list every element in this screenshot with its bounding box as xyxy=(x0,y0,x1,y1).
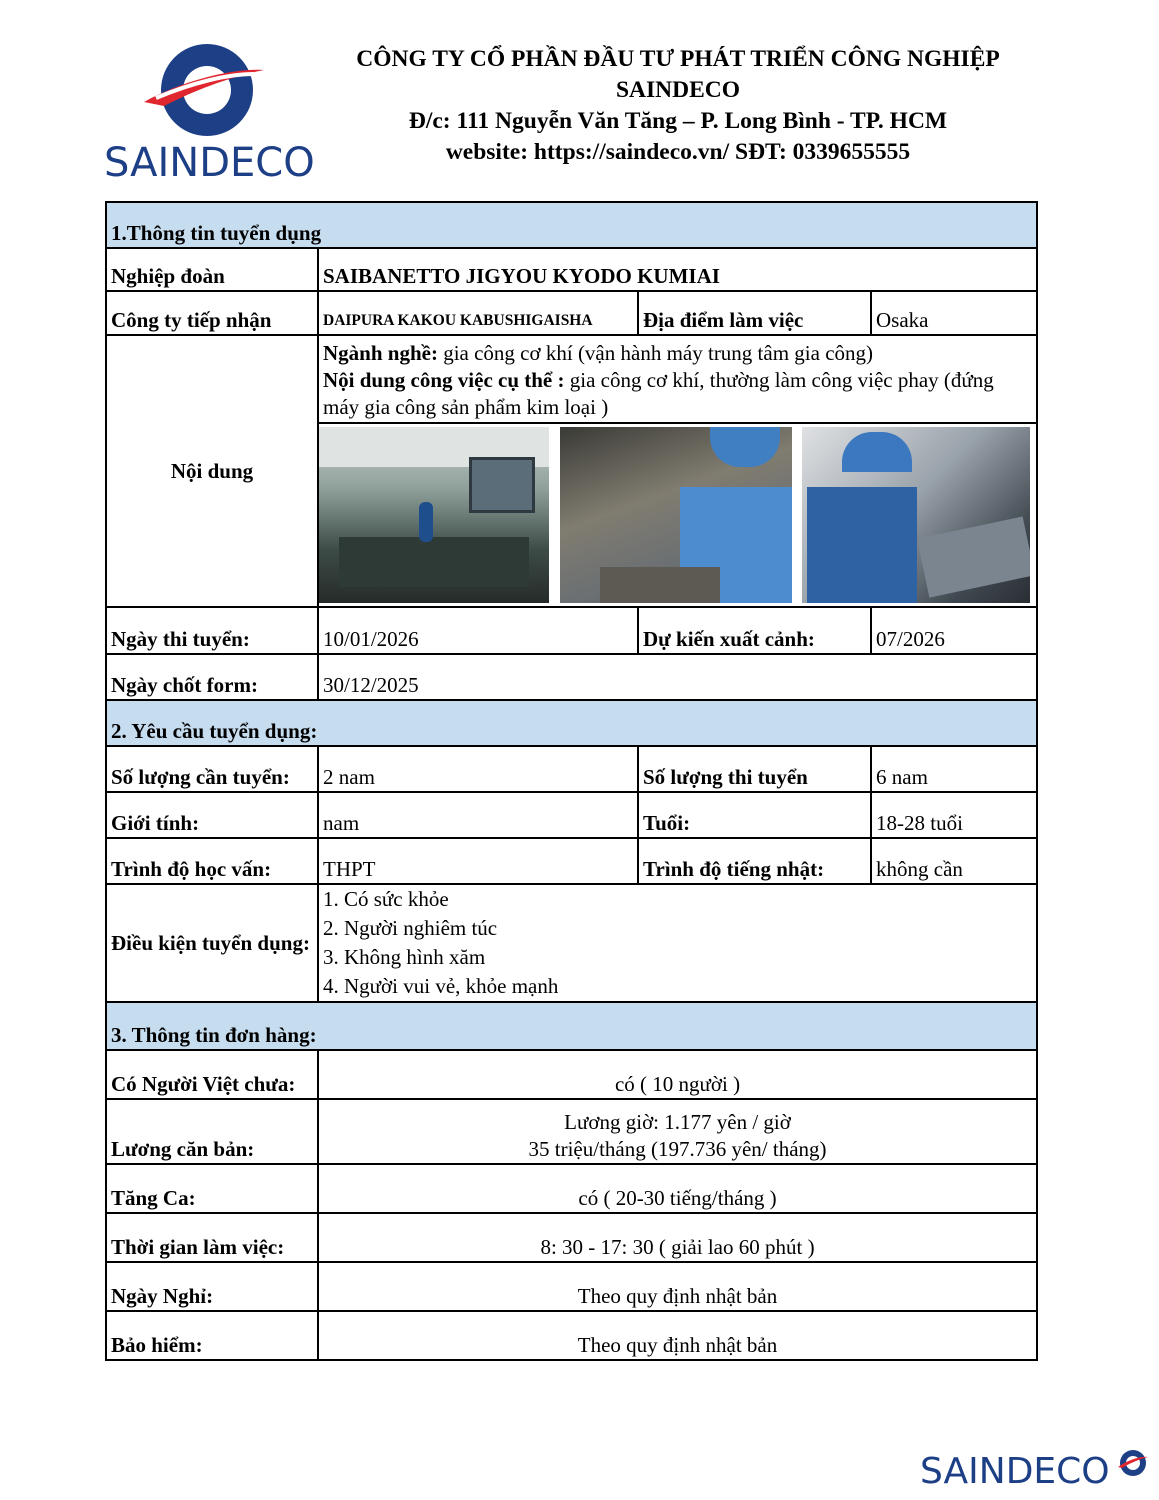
condition-item: 3. Không hình xăm xyxy=(323,945,486,969)
holidays-value: Theo quy định nhật bản xyxy=(318,1262,1037,1311)
quota-label: Số lượng cần tuyển: xyxy=(106,746,318,792)
content-label: Nội dung xyxy=(106,335,318,607)
row-vietnamese xyxy=(106,1050,1037,1099)
footer-wordmark: SAINDECO xyxy=(920,1451,1110,1492)
conditions-label: Điều kiện tuyển dụng: xyxy=(106,884,318,1002)
factory-floor-photo xyxy=(319,427,549,603)
section-2-title: 2. Yêu cầu tuyển dụng: xyxy=(106,700,1037,746)
company-address: Đ/c: 111 Nguyễn Văn Tăng – P. Long Bình - TP. HCM xyxy=(408,108,948,134)
vietnamese-label: Có Người Việt chưa: xyxy=(106,1050,318,1099)
union-value: SAIBANETTO JIGYOU KYODO KUMIAI xyxy=(318,248,1037,291)
photos-cell xyxy=(318,423,1037,607)
condition-item: 2. Người nghiêm túc xyxy=(323,916,498,940)
conditions-list xyxy=(318,884,1037,1002)
row-salary xyxy=(106,1099,1037,1164)
education-value: THPT xyxy=(318,838,638,884)
company-name-line1: CÔNG TY CỔ PHẦN ĐẦU TƯ PHÁT TRIỂN CÔNG NGHIỆP xyxy=(356,46,1000,72)
insurance-value: Theo quy định nhật bản xyxy=(318,1311,1037,1360)
departure-value: 07/2026 xyxy=(871,607,1037,654)
condition-item: 1. Có sức khỏe xyxy=(323,887,449,911)
company-name-line2: SAINDECO xyxy=(615,77,741,103)
age-label: Tuổi: xyxy=(638,792,871,838)
salary-label: Lương căn bản: xyxy=(106,1099,318,1164)
age-value: 18-28 tuổi xyxy=(871,792,1037,838)
job-value: gia công cơ khí (vận hành máy trung tâm gia công) xyxy=(437,341,874,365)
exam-count-label: Số lượng thi tuyển xyxy=(638,746,871,792)
logo-wordmark: SAINDECO xyxy=(104,140,315,186)
company-value: DAIPURA KAKOU KABUSHIGAISHA xyxy=(318,291,638,335)
task-label: Nội dung công việc cụ thể : xyxy=(323,368,565,392)
section-3-header xyxy=(106,1002,1037,1050)
row-hours xyxy=(106,1213,1037,1262)
salary-monthly: 35 triệu/tháng (197.736 yên/ tháng) xyxy=(528,1137,827,1161)
row-conditions xyxy=(106,884,1037,1002)
condition-item: 4. Người vui vẻ, khỏe mạnh xyxy=(323,974,559,998)
japanese-label: Trình độ tiếng nhật: xyxy=(638,838,871,884)
quota-value: 2 nam xyxy=(318,746,638,792)
location-label: Địa điểm làm việc xyxy=(638,291,871,335)
row-deadline xyxy=(106,654,1037,700)
hours-label: Thời gian làm việc: xyxy=(106,1213,318,1262)
task-value: gia công cơ khí, thường làm công việc phay (đứng máy gia công sản phẩm kim loại ) xyxy=(323,368,994,419)
overtime-value: có ( 20-30 tiếng/tháng ) xyxy=(318,1164,1037,1213)
vietnamese-value: có ( 10 người ) xyxy=(318,1050,1037,1099)
worker-machine-photo xyxy=(560,427,792,603)
section-1-title: 1.Thông tin tuyển dụng xyxy=(106,202,1037,248)
row-exam-date xyxy=(106,607,1037,654)
row-union xyxy=(106,248,1037,291)
company-header xyxy=(320,44,1036,168)
worker-lathe-photo xyxy=(802,427,1030,603)
overtime-label: Tăng Ca: xyxy=(106,1164,318,1213)
section-2-header xyxy=(106,700,1037,746)
company-logo xyxy=(104,40,315,186)
japanese-value: không cần xyxy=(871,838,1037,884)
gender-value: nam xyxy=(318,792,638,838)
section-1-header xyxy=(106,202,1037,248)
recruitment-table xyxy=(105,201,1038,1361)
row-quota xyxy=(106,746,1037,792)
section-3-title: 3. Thông tin đơn hàng: xyxy=(106,1002,1037,1050)
job-description xyxy=(318,335,1037,423)
holidays-label: Ngày Nghỉ: xyxy=(106,1262,318,1311)
row-insurance xyxy=(106,1311,1037,1360)
salary-value xyxy=(318,1099,1037,1164)
gender-label: Giới tính: xyxy=(106,792,318,838)
company-contact: website: https://saindeco.vn/ SĐT: 0339655555 xyxy=(445,139,911,165)
photo-strip xyxy=(319,424,1036,605)
location-value: Osaka xyxy=(871,291,1037,335)
company-label: Công ty tiếp nhận xyxy=(106,291,318,335)
row-gender xyxy=(106,792,1037,838)
logo-emblem-icon xyxy=(104,40,310,140)
exam-date-value: 10/01/2026 xyxy=(318,607,638,654)
exam-count-value: 6 nam xyxy=(871,746,1037,792)
departure-label: Dự kiến xuất cảnh: xyxy=(638,607,871,654)
row-company xyxy=(106,291,1037,335)
row-overtime xyxy=(106,1164,1037,1213)
union-label: Nghiệp đoàn xyxy=(106,248,318,291)
job-label: Ngành nghề: xyxy=(323,341,438,365)
row-holidays xyxy=(106,1262,1037,1311)
footer-emblem-icon xyxy=(1116,1448,1150,1478)
insurance-label: Bảo hiểm: xyxy=(106,1311,318,1360)
salary-hourly: Lương giờ: 1.177 yên / giờ xyxy=(564,1110,791,1134)
deadline-label: Ngày chốt form: xyxy=(106,654,318,700)
row-content-text xyxy=(106,335,1037,423)
row-education xyxy=(106,838,1037,884)
education-label: Trình độ học vấn: xyxy=(106,838,318,884)
hours-value: 8: 30 - 17: 30 ( giải lao 60 phút ) xyxy=(318,1213,1037,1262)
exam-date-label: Ngày thi tuyển: xyxy=(106,607,318,654)
deadline-value: 30/12/2025 xyxy=(318,654,1037,700)
footer-logo xyxy=(920,1452,1150,1492)
